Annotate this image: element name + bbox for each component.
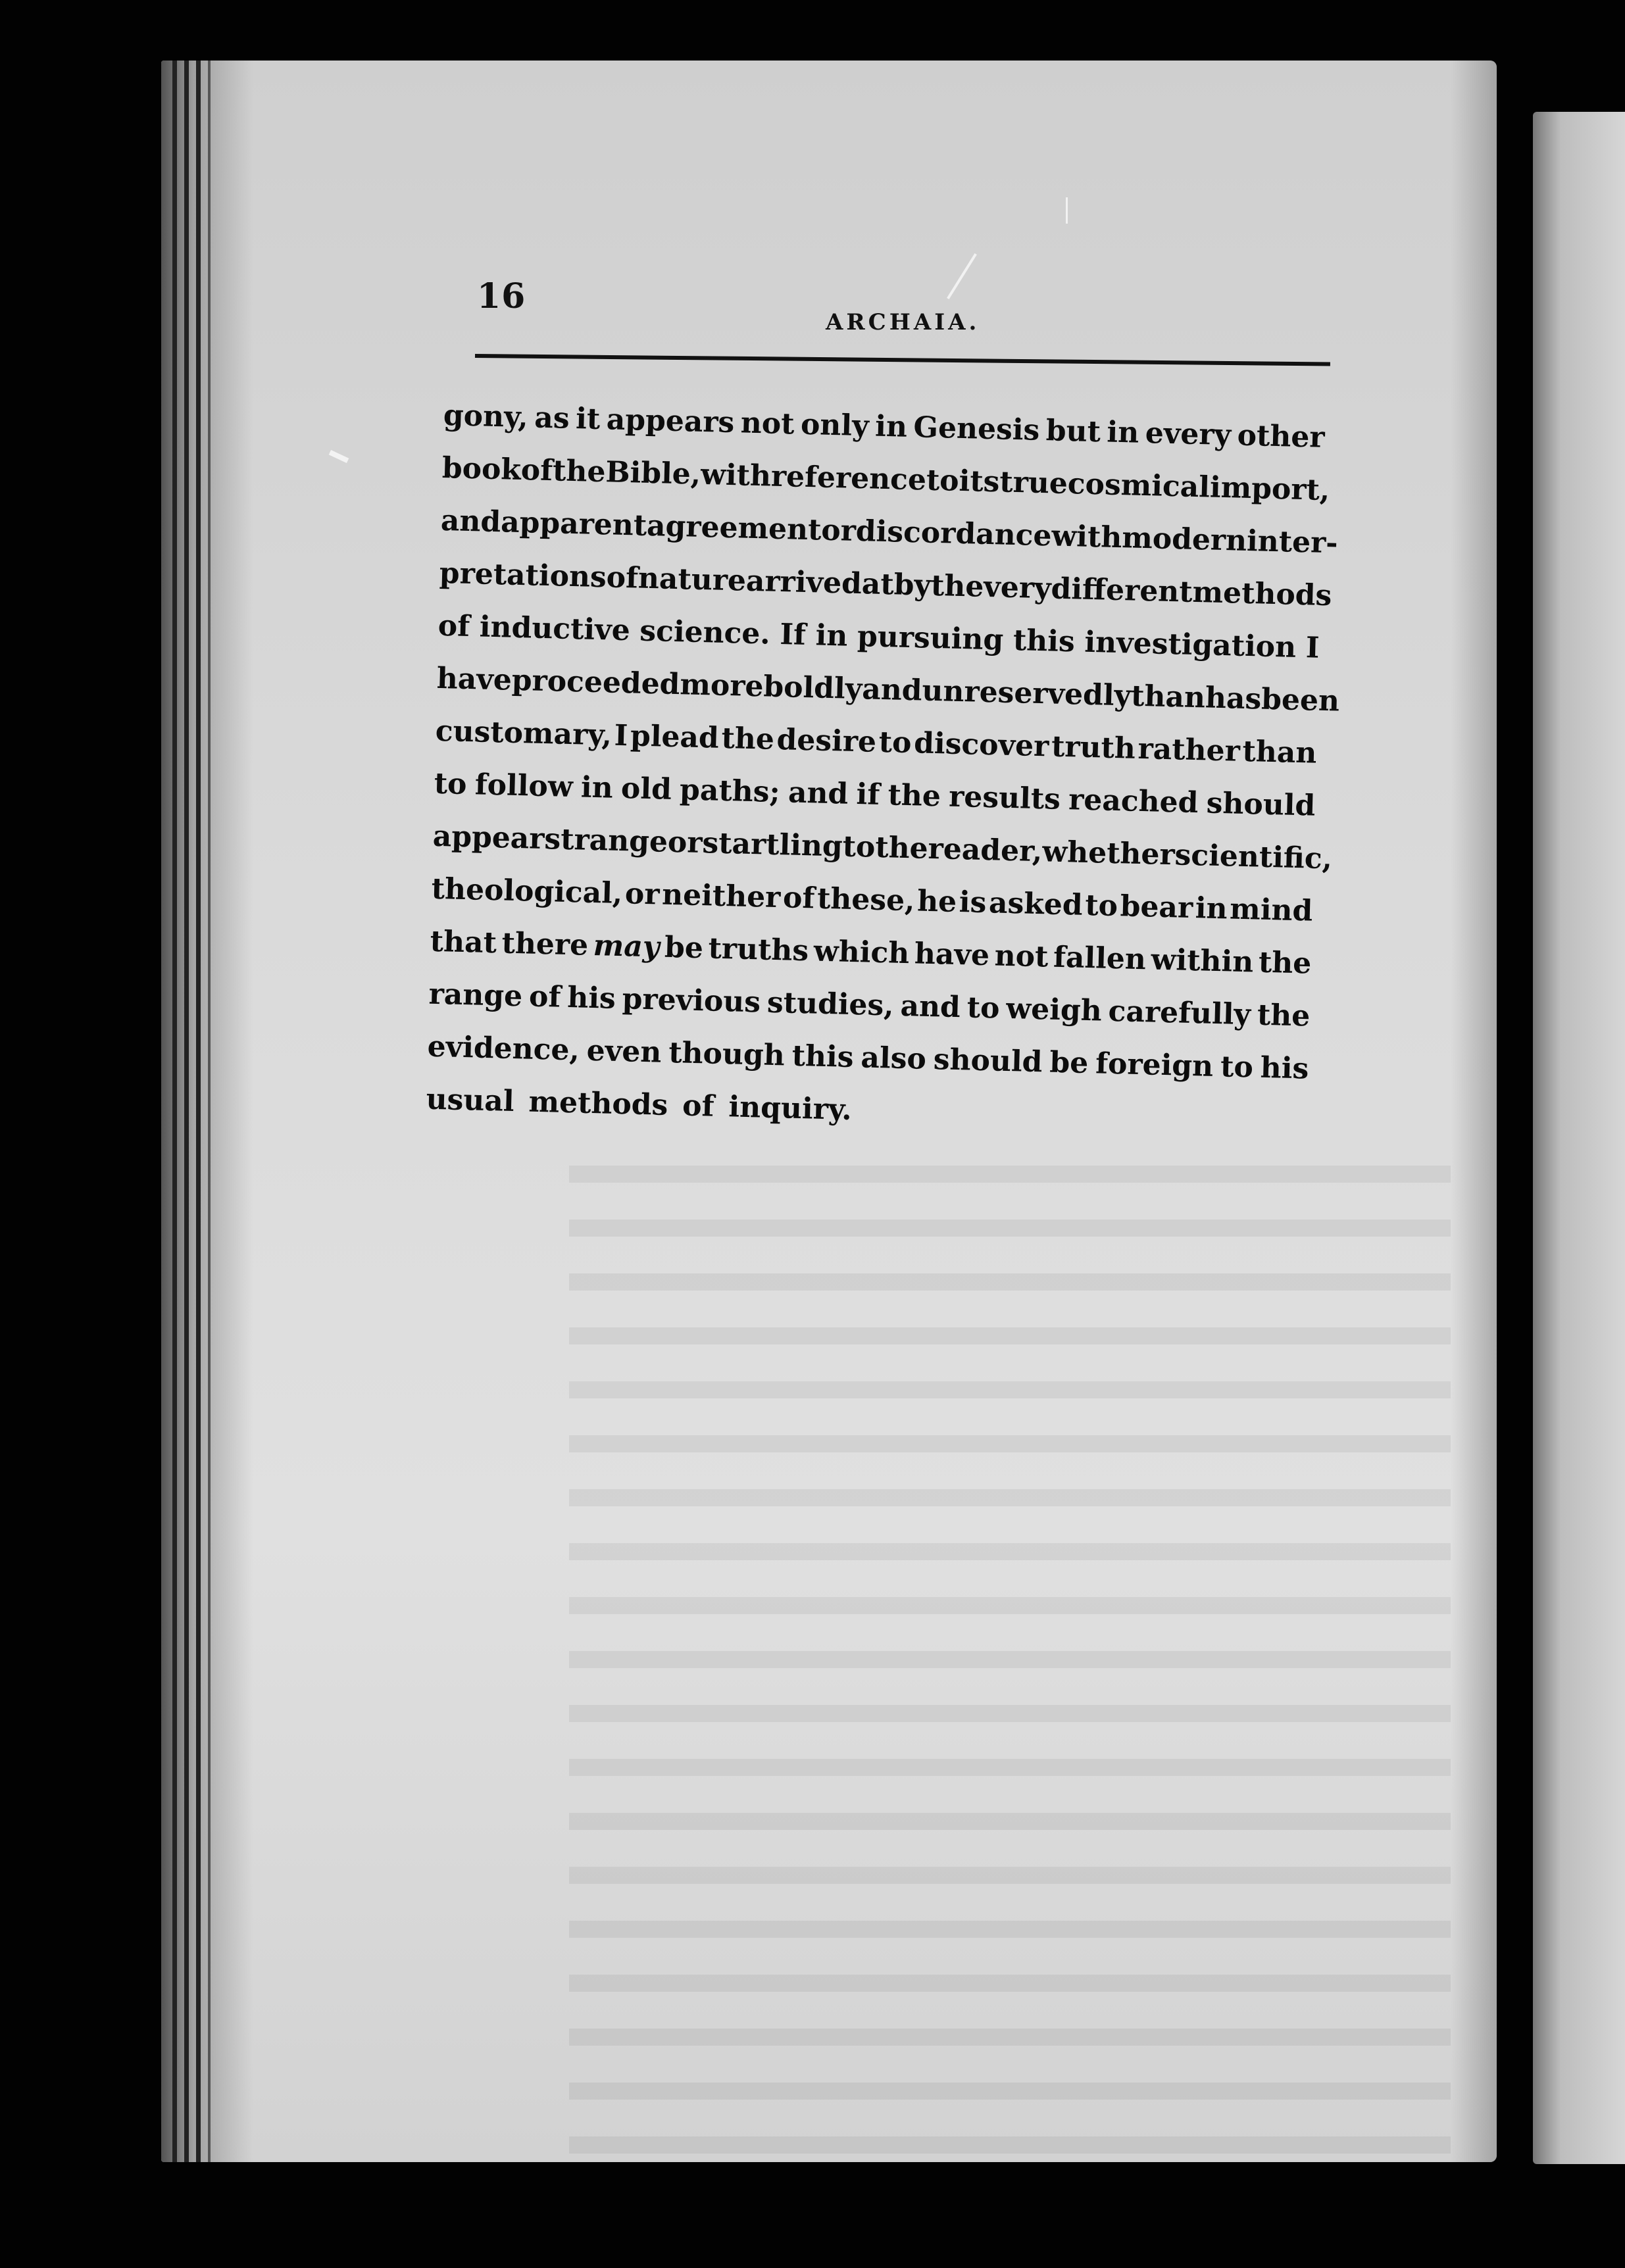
word: modern <box>1121 521 1247 558</box>
word: have <box>436 661 512 697</box>
word: startling <box>701 826 843 864</box>
page-edge-line <box>208 61 211 2162</box>
word: range <box>428 977 523 1014</box>
word: inquiry. <box>728 1090 853 1127</box>
word: as <box>534 401 570 435</box>
word: and <box>899 989 961 1025</box>
word: which <box>813 934 910 971</box>
word: should <box>933 1043 1043 1079</box>
word: previous <box>622 982 761 1020</box>
word: nature <box>638 561 747 598</box>
running-head: ARCHAIA. <box>826 309 980 335</box>
word: the <box>552 454 607 489</box>
word: also <box>860 1041 927 1076</box>
word: neither <box>661 877 782 915</box>
show-through-text <box>569 1166 1451 2162</box>
word: other <box>1237 418 1326 455</box>
word: in <box>874 409 908 444</box>
word: than <box>1130 679 1206 715</box>
word: but <box>1045 414 1101 449</box>
word: of <box>606 560 639 595</box>
word: the <box>1258 945 1312 981</box>
word: be <box>664 930 704 966</box>
word: or <box>820 513 857 548</box>
word: not <box>994 939 1049 974</box>
word: bear <box>1120 889 1193 925</box>
word: evidence, <box>427 1029 580 1068</box>
word: very <box>983 570 1052 606</box>
page-edge-line <box>196 61 201 2162</box>
word: more <box>679 668 764 704</box>
word: is <box>959 885 988 920</box>
word: weigh <box>1005 991 1103 1028</box>
word: its <box>958 464 1001 499</box>
word: the <box>874 830 929 866</box>
word: to <box>842 829 876 864</box>
word: not <box>740 406 795 441</box>
word: of <box>528 979 562 1014</box>
word: and <box>861 672 923 708</box>
word: of <box>520 453 553 488</box>
word: reached <box>1068 783 1199 820</box>
word: this <box>791 1039 855 1075</box>
word: and <box>440 503 501 539</box>
word: appears <box>606 403 735 440</box>
word: in <box>1106 415 1139 450</box>
word: investigation <box>1084 625 1297 664</box>
word: I <box>1305 631 1320 665</box>
word: strange <box>543 822 668 859</box>
word: to <box>1220 1050 1254 1085</box>
word: or <box>667 825 703 860</box>
word: usual <box>426 1082 515 1119</box>
word: results <box>948 779 1061 816</box>
word: If <box>779 618 807 653</box>
word: paths; <box>679 773 781 810</box>
word: should <box>1206 786 1316 823</box>
word: gony, <box>443 398 529 435</box>
word: of <box>438 608 470 644</box>
word: reader, <box>928 831 1043 869</box>
word: truth <box>1051 729 1136 766</box>
word: he <box>916 884 957 919</box>
word: with <box>700 457 772 493</box>
word: fallen <box>1053 940 1147 977</box>
word: been <box>1261 682 1340 718</box>
word: the <box>887 778 941 814</box>
word: appear <box>432 819 545 856</box>
word: of <box>782 881 816 916</box>
word: with <box>1051 519 1122 555</box>
page-edge-line <box>184 61 189 2162</box>
word: if <box>855 777 880 812</box>
word: customary, <box>435 714 612 752</box>
word: book <box>441 451 522 487</box>
word: mind <box>1229 892 1313 928</box>
word: his <box>566 981 616 1016</box>
word: follow <box>474 768 574 804</box>
word: old <box>620 772 672 806</box>
word: reference <box>770 459 927 497</box>
adjacent-page-edge <box>1533 112 1625 2164</box>
word: true <box>999 465 1068 501</box>
word: pursuing <box>857 620 1004 657</box>
word: desire <box>776 722 877 759</box>
word: agreement <box>646 508 822 547</box>
word: to <box>926 463 960 498</box>
word: it <box>575 402 601 437</box>
word: to <box>966 991 1001 1025</box>
word: to <box>878 725 913 760</box>
word: of <box>682 1089 715 1123</box>
word: truths <box>707 931 809 968</box>
word: the <box>1257 998 1311 1033</box>
word: this <box>1013 624 1076 659</box>
word: methods <box>528 1085 668 1122</box>
word: there <box>501 926 589 962</box>
word: in <box>815 618 849 653</box>
word: methods <box>1191 575 1332 613</box>
word: though <box>668 1035 786 1073</box>
word: has <box>1205 681 1262 716</box>
word: in <box>1195 891 1228 926</box>
word: carefully <box>1108 994 1251 1032</box>
word: unreservedly <box>921 674 1132 713</box>
word: the <box>930 568 984 604</box>
word: at <box>861 567 895 602</box>
word: Genesis <box>913 410 1040 447</box>
word: or <box>624 877 661 912</box>
word: asked <box>988 886 1084 922</box>
word: plead <box>630 719 720 755</box>
word: inter- <box>1246 524 1339 560</box>
body-paragraph <box>426 389 1340 1148</box>
word: scientific, <box>1174 838 1333 876</box>
word: to <box>434 766 468 802</box>
word: in <box>580 770 614 805</box>
word: I <box>614 718 628 753</box>
word: be <box>1049 1045 1089 1081</box>
word: Bible, <box>605 455 701 491</box>
word: to <box>1084 888 1118 924</box>
word: proceeded <box>511 663 681 702</box>
scratch-mark <box>1066 197 1068 224</box>
word: boldly <box>762 670 863 706</box>
word: arrived <box>745 564 863 601</box>
word: that <box>430 924 497 960</box>
word: cosmical <box>1067 467 1211 505</box>
word: only <box>800 407 870 443</box>
word: apparent <box>500 505 647 543</box>
word: by <box>893 568 932 603</box>
word: every <box>1145 416 1232 453</box>
word: whether <box>1041 835 1176 872</box>
word: inductive <box>479 610 631 648</box>
page-edge-line <box>172 61 177 2162</box>
word: than <box>1241 734 1317 770</box>
word: his <box>1260 1050 1309 1086</box>
page-number: 16 <box>477 276 526 316</box>
word: science. <box>639 614 771 651</box>
word: even <box>586 1033 662 1070</box>
word: have <box>914 937 990 973</box>
word: studies, <box>766 985 895 1023</box>
word: import, <box>1209 470 1330 508</box>
word: different <box>1050 572 1193 609</box>
word: may <box>593 929 661 964</box>
word: and <box>788 776 849 811</box>
word: rather <box>1137 731 1241 768</box>
word: discover <box>913 726 1049 764</box>
word: within <box>1150 943 1254 979</box>
word: discordance <box>855 514 1053 553</box>
word: the <box>720 721 775 756</box>
word: foreign <box>1095 1047 1214 1083</box>
word: theological, <box>431 872 623 911</box>
word: pretations <box>439 556 607 595</box>
word: these, <box>816 881 916 918</box>
